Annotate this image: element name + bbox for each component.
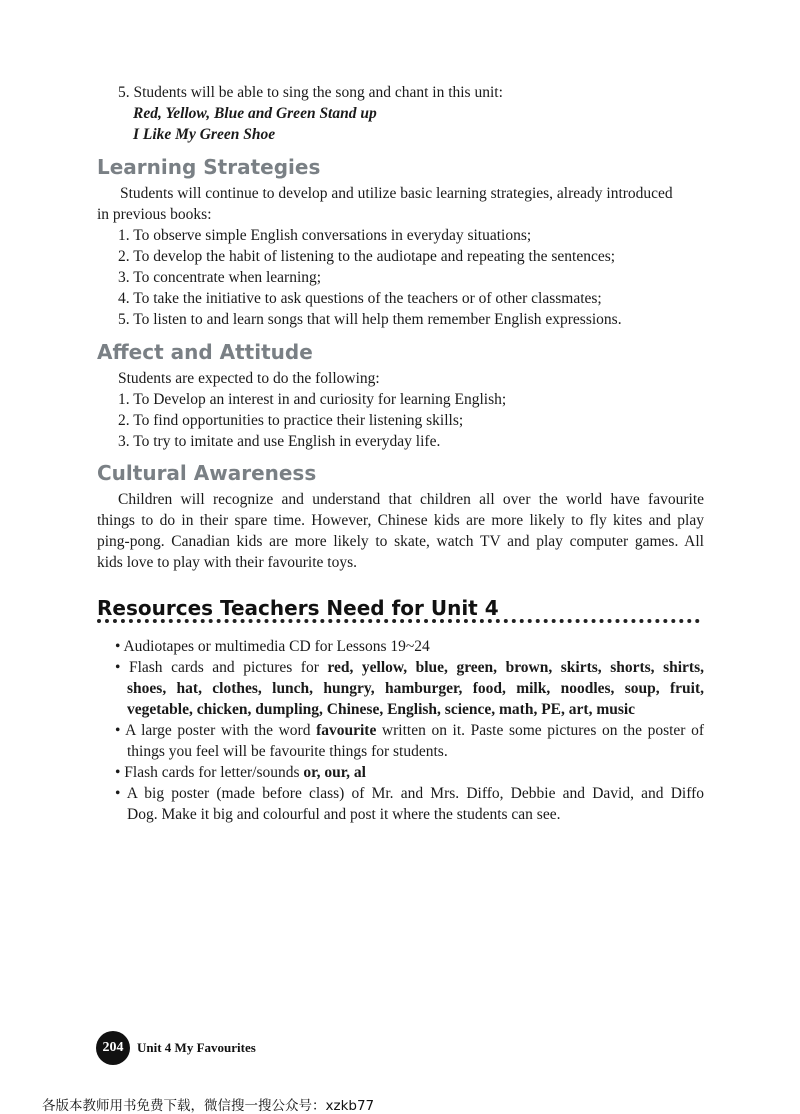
learning-strategy-item: 2. To develop the habit of listening to the audiotape and repeating the sentences;: [118, 248, 616, 265]
song-title-1: Red, Yellow, Blue and Green Stand up: [133, 105, 377, 122]
objective-item-5: 5. Students will be able to sing the song and chant in this unit:: [118, 84, 503, 101]
learning-strategy-item: 1. To observe simple English conversations in everyday situations;: [118, 227, 532, 244]
resource-item-5-line1: • A big poster (made before class) of Mr. and Mrs. Diffo, Debbie and David, and Diffo: [115, 785, 704, 802]
resource-item-3-line2: things you feel will be favourite things for students.: [127, 743, 448, 760]
watermark-text: 各版本教师用书免费下载，微信搜一搜公众号：xzkb77: [42, 1098, 375, 1114]
affect-attitude-item: 3. To try to imitate and use English in everyday life.: [118, 433, 441, 450]
resource-item-4: • Flash cards for letter/sounds or, our, al: [115, 764, 366, 781]
cultural-awareness-line: Children will recognize and understand that children all over the world have favourite: [118, 491, 704, 508]
cultural-awareness-heading: Cultural Awareness: [97, 461, 317, 485]
page-number-badge: 204: [96, 1031, 130, 1065]
resource-item-5-line2: Dog. Make it big and colourful and post it where the students can see.: [127, 806, 561, 823]
learning-strategies-heading: Learning Strategies: [97, 155, 321, 179]
learning-strategy-item: 5. To listen to and learn songs that will help them remember English expressions.: [118, 311, 622, 328]
learning-strategy-item: 3. To concentrate when learning;: [118, 269, 322, 286]
affect-attitude-intro: Students are expected to do the following:: [118, 370, 380, 387]
resource-item-2-line3: vegetable, chicken, dumpling, Chinese, English, science, math, PE, art, music: [127, 701, 636, 718]
resources-heading: Resources Teachers Need for Unit 4: [97, 596, 499, 620]
learning-strategy-item: 4. To take the initiative to ask questions of the teachers or of other classmates;: [118, 290, 602, 307]
running-footer-title: Unit 4 My Favourites: [137, 1040, 256, 1055]
affect-attitude-item: 2. To find opportunities to practice their listening skills;: [118, 412, 464, 429]
song-title-2: I Like My Green Shoe: [133, 126, 276, 143]
affect-attitude-item: 1. To Develop an interest in and curiosity for learning English;: [118, 391, 507, 408]
resource-item-3-line1: • A large poster with the word favourite written on it. Paste some pictures on the poster of: [115, 722, 704, 739]
learning-strategies-intro-line1: Students will continue to develop and utilize basic learning strategies, already introduced: [120, 185, 673, 202]
learning-strategies-intro-line2: in previous books:: [97, 206, 212, 223]
resource-item-1: • Audiotapes or multimedia CD for Lessons 19~24: [115, 638, 430, 655]
resource-item-2-line2: shoes, hat, clothes, lunch, hungry, hamburger, food, milk, noodles, soup, fruit,: [127, 680, 704, 697]
cultural-awareness-line: things to do in their spare time. However, Chinese kids are more likely to fly kites and play: [97, 512, 704, 529]
resource-item-2-line1: • Flash cards and pictures for red, yellow, blue, green, brown, skirts, shorts, shirts,: [115, 659, 704, 676]
dotted-divider: [97, 619, 700, 623]
cultural-awareness-line: ping-pong. Canadian kids are more likely to skate, watch TV and play computer games. All: [97, 533, 704, 550]
affect-attitude-heading: Affect and Attitude: [97, 340, 313, 364]
cultural-awareness-line: kids love to play with their favourite toys.: [97, 554, 358, 571]
